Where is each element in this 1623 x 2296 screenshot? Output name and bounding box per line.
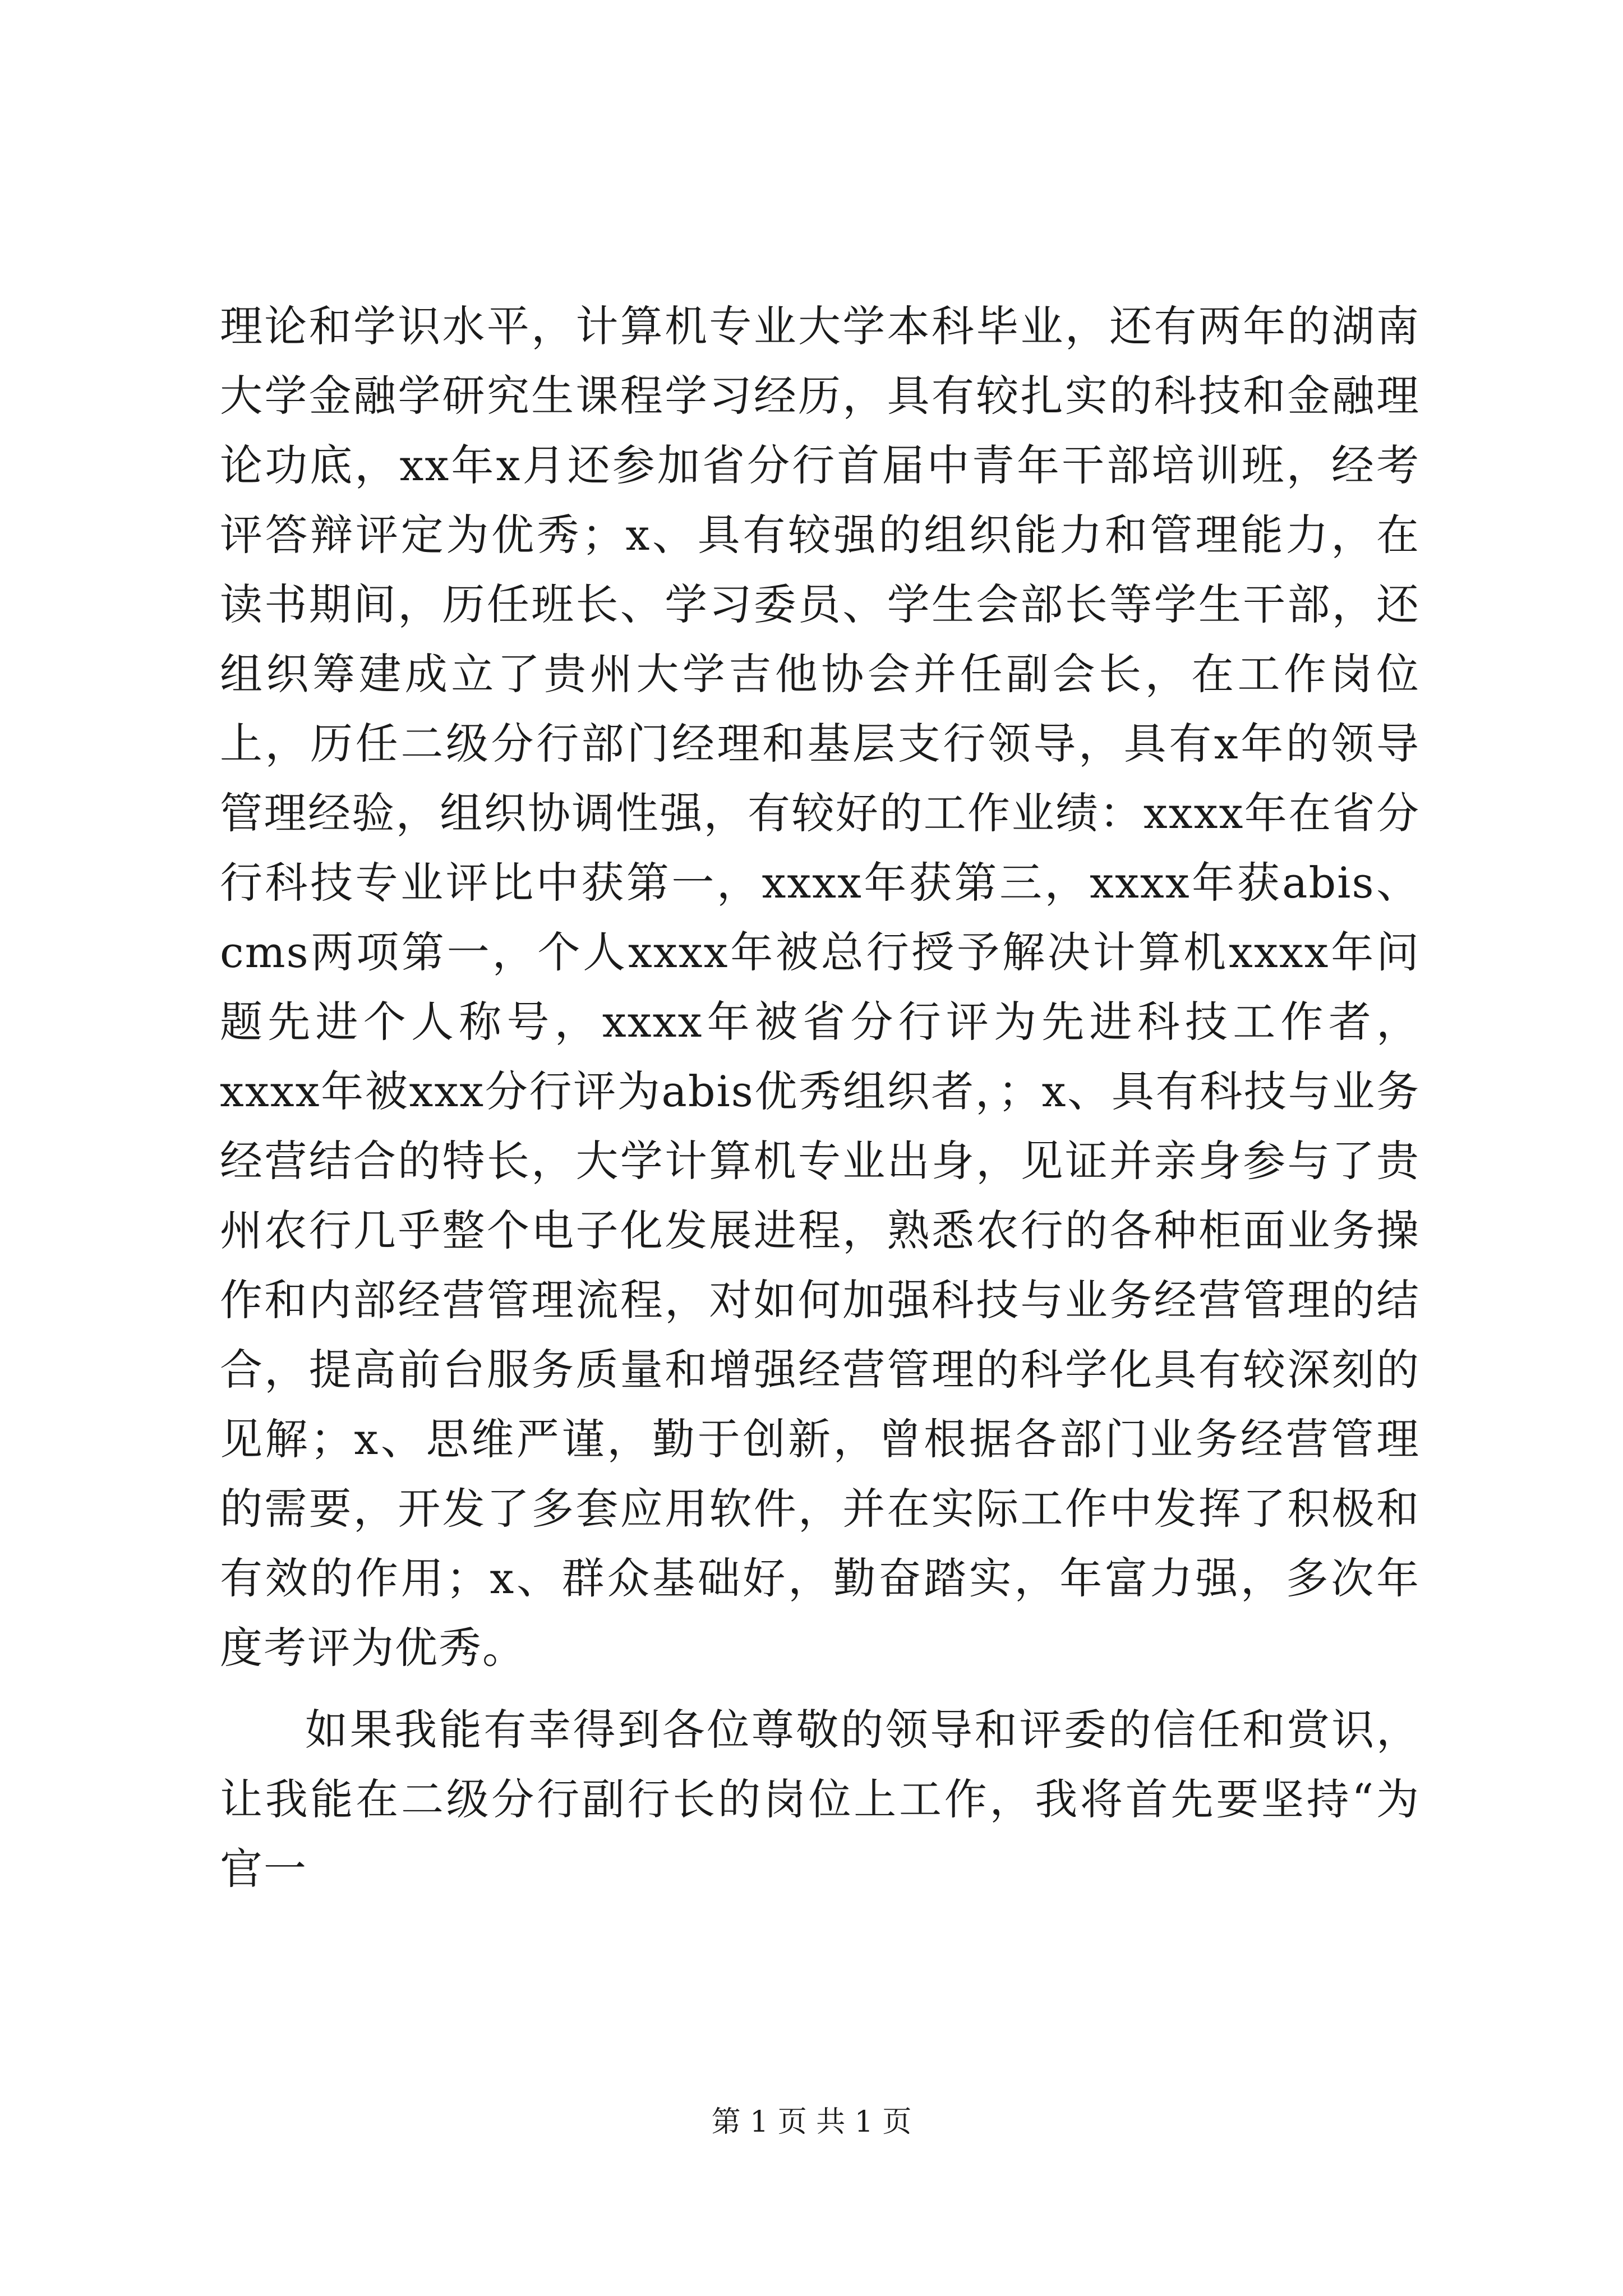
paragraph-new: 如果我能有幸得到各位尊敬的领导和评委的信任和赏识，让我能在二级分行副行长的岗位上工作，我将首先要坚持“为官一 [220, 1705, 1420, 1894]
document-body [220, 292, 1420, 1916]
page-footer: 第 1 页 共 1 页 [711, 2105, 912, 2139]
paragraph-continuation: 理论和学识水平，计算机专业大学本科毕业，还有两年的湖南大学金融学研究生课程学习经历，具有较扎实的科技和金融理论功底，xx年x月还参加省分行首届中青年干部培训班，经考评答辩评定为优秀；x、具有较强的组织能力和管理能力，在读书期间，历任班长、学习委员、学生会部长等学生干部，还组织筹建成立了贵州大学吉他协会并任副会长，在工作岗位上，历任二级分行部门经理和基层支行领导，具有x年的领导管理经验，组织协调性强，有较好的工作业绩：xxxx年在省分行科技专业评比中获第一，xxxx年获第三，xxxx年获abis、cms两项第一，个人xxxx年被总行授予解决计算机xxxx年问题先进个人称号，xxxx年被省分行评为先进科技工作者，xxxx年被xxx分行评为abis优秀组织者，；x、具有科技与业务经营结合的特长，大学计算机专业出身，见证并亲身参与了贵州农行几乎整个电子化发展进程，熟悉农行的各种柜面业务操作和内部经营管理流程，对如何加强科技与业务经营管理的结合，提高前台服务质量和增强经营管理的科学化具有较深刻的见解；x、思维严谨，勤于创新，曾根据各部门业务经营管理的需要，开发了多套应用软件，并在实际工作中发挥了积极和有效的作用；x、群众基础好，勤奋踏实，年富力强，多次年度考评为优秀。 [220, 301, 1420, 1673]
